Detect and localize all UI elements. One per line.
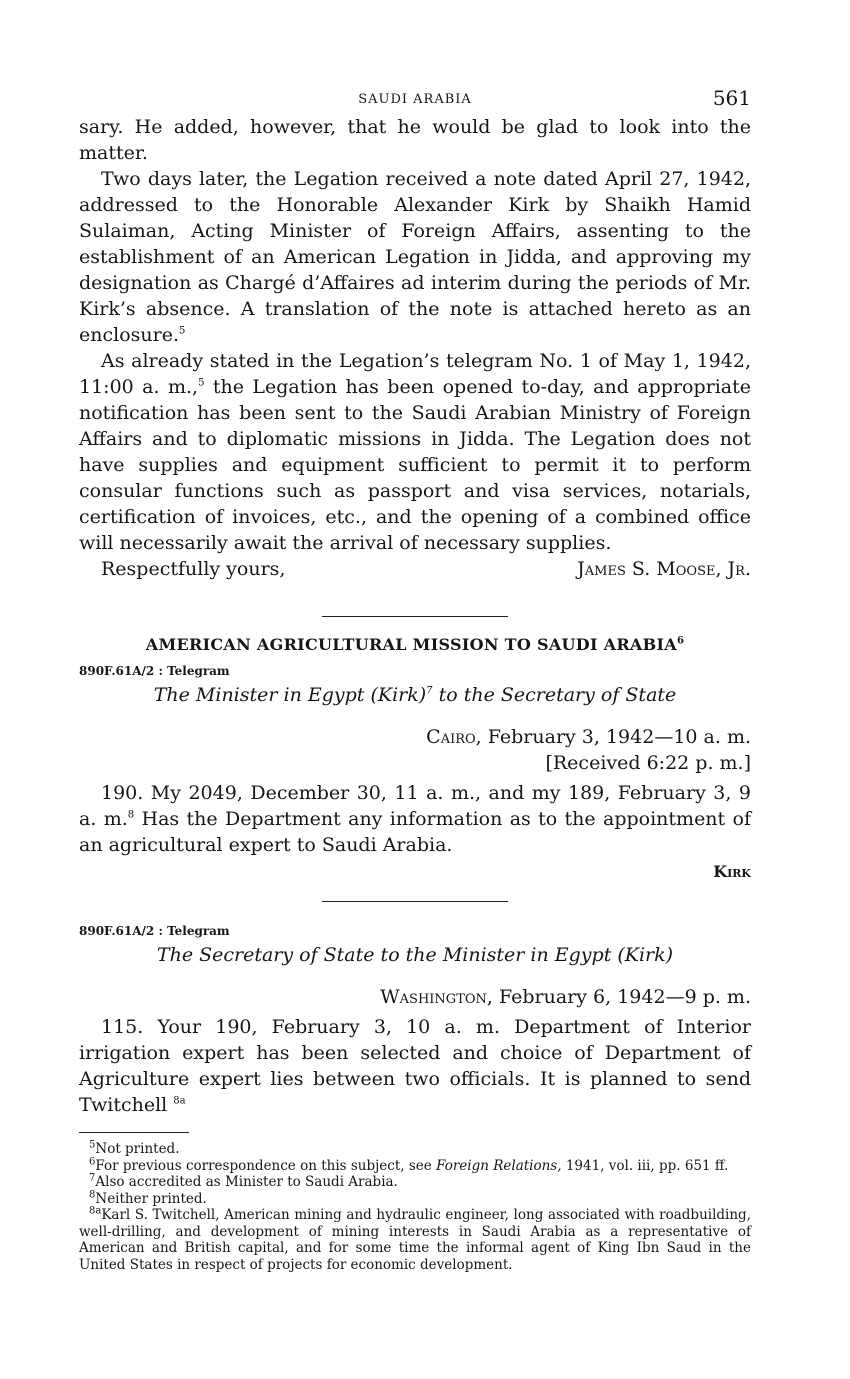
- running-head: [79, 80, 751, 114]
- document-title: The Secretary of State to the Minister in Egypt (Kirk): [156, 944, 674, 966]
- dateline-date: February 3, 1942—10 a. m.: [481, 726, 751, 748]
- page-number: 561: [712, 86, 751, 110]
- received-line: [Received 6:22 p. m.]: [545, 752, 751, 774]
- signature: James S. Moose, Jr.: [577, 558, 751, 580]
- footnote: $^{8a}$Karl S. Twitchell, American mining and hydraulic engineer, long associated with roadbuilding, well-drilling, and development of mining interests in Saudi Arabia as a representative of American and British capital, and for some time the informal agent of King Ibn Saud in the United States in respect of projects for economic development.: [79, 1205, 751, 1273]
- file-reference: 890F.61A/2 : Telegram: [79, 664, 230, 678]
- footnote-ref: 7: [426, 685, 433, 697]
- running-title: SAUDI ARABIA: [358, 92, 472, 107]
- letter-closing: [79, 556, 751, 582]
- footnote: $^6$For previous correspondence on this subject, see Foreign Relations, 1941, vol. iii, pp. 651 ff.: [89, 1156, 729, 1174]
- footnote-divider: [79, 1132, 189, 1133]
- letter-continuation: [79, 114, 751, 556]
- section-divider: [322, 616, 508, 617]
- dateline-place: Washington,: [380, 986, 493, 1008]
- footnote: $^7$Also accredited as Minister to Saudi Arabia.: [89, 1172, 398, 1190]
- paragraph: Two days later, the Legation received a note dated April 27, 1942, addressed to the Honorable Alexander Kirk by Shaikh Hamid Sulaiman, Acting Minister of Foreign Affairs, assenting to the establishment of an American Legation in Jidda, and approving my designation as Chargé d’Affaires ad interim during the periods of Mr. Kirk’s absence. A translation of the note is attached hereto as an enclosure.$^5$: [79, 168, 751, 346]
- dateline: [79, 724, 751, 750]
- telegram-text: [79, 780, 751, 858]
- file-reference: 890F.61A/2 : Telegram: [79, 924, 230, 938]
- footnote-ref: 6: [676, 635, 685, 647]
- dateline-date: February 6, 1942—9 p. m.: [492, 986, 751, 1008]
- footnote: $^5$Not printed.: [89, 1139, 180, 1157]
- document-title: The Minister in Egypt (Kirk)$^7$ to the Secretary of State: [153, 684, 677, 706]
- footnote-ref: 5: [179, 325, 186, 337]
- signature: Kirk: [713, 862, 751, 881]
- footnote-ref: 8a: [173, 1095, 186, 1107]
- paragraph: 115. Your 190, February 3, 10 a. m. Department of Interior irrigation expert has been selected and choice of Department of Agriculture expert lies between two officials. It is planned to send Twitchell $^{8a}$: [79, 1016, 751, 1116]
- paragraph: 190. My 2049, December 30, 11 a. m., and my 189, February 3, 9 a. m.$^8$ Has the Department any information as to the appointment of an agricultural expert to Saudi Arabia.: [79, 782, 751, 856]
- dateline: [79, 984, 751, 1010]
- telegram-text: [79, 1014, 751, 1118]
- document-page: [79, 80, 751, 1273]
- section-heading: AMERICAN AGRICULTURAL MISSION TO SAUDI ARABIA$^6$: [145, 635, 685, 654]
- section-divider: [322, 901, 508, 902]
- footnote-ref: 8: [127, 809, 135, 821]
- footnote: $^8$Neither printed.: [89, 1189, 207, 1207]
- complimentary-close: Respectfully yours,: [101, 558, 286, 580]
- paragraph: sary. He added, however, that he would be glad to look into the matter.: [79, 116, 751, 164]
- paragraph: As already stated in the Legation’s telegram No. 1 of May 1, 1942, 11:00 a. m.,$^5$ the Legation has been opened to-day, and appropriate notification has been sent to the Saudi Arabian Ministry of Foreign Affairs and to diplomatic missions in Jidda. The Legation does not have supplies and equipment sufficient to permit it to perform consular functions such as passport and visa services, notarials, certification of invoices, etc., and the opening of a combined office will necessarily await the arrival of necessary supplies.: [79, 350, 752, 554]
- footnotes: [79, 1141, 751, 1273]
- footnote-ref: 5: [198, 377, 205, 389]
- dateline-place: Cairo,: [426, 726, 482, 748]
